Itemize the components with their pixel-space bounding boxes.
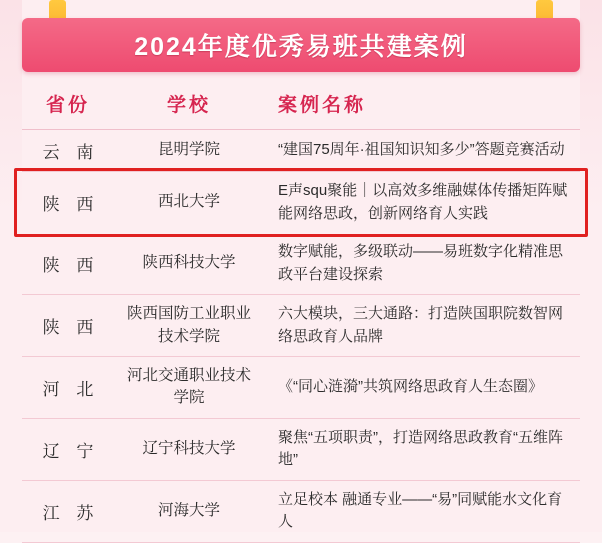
table-row xyxy=(22,357,580,419)
cell-school: 辽宁科技大学 xyxy=(114,418,264,480)
cell-case: 聚焦“五项职责”，打造网络思政教育“五维阵地” xyxy=(264,418,580,480)
cell-school: 昆明学院 xyxy=(114,130,264,172)
column-header-case: 案例名称 xyxy=(264,80,580,130)
cell-province: 陕 西 xyxy=(22,295,114,357)
table-row xyxy=(22,480,580,542)
page-title: 2024年度优秀易班共建案例 xyxy=(134,33,468,61)
banner-area xyxy=(22,0,580,72)
cell-school: 河北交通职业技术学院 xyxy=(114,357,264,419)
table-header xyxy=(22,80,580,130)
table-header-row xyxy=(22,80,580,130)
table-row xyxy=(22,233,580,295)
table-row xyxy=(22,295,580,357)
cell-case: 《“同心涟漪”共筑网络思政育人生态圈》 xyxy=(264,357,580,419)
column-header-province: 省份 xyxy=(22,80,114,130)
cell-case: E声squ聚能｜以高效多维融媒体传播矩阵赋能网络思政，创新网络育人实践 xyxy=(278,182,568,222)
cell-school: 陕西国防工业职业技术学院 xyxy=(114,295,264,357)
cell-province: 江 苏 xyxy=(22,480,114,542)
cell-case: 六大模块，三大通路：打造陕国职院数智网络思政育人品牌 xyxy=(264,295,580,357)
table-row xyxy=(22,130,580,172)
cell-school: 河海大学 xyxy=(114,480,264,542)
cell-province: 陕 西 xyxy=(42,195,100,214)
title-banner xyxy=(22,18,580,72)
table-body xyxy=(22,130,580,543)
cell-case: 数字赋能，多级联动——易班数字化精准思政平台建设探索 xyxy=(264,233,580,295)
cell-province: 陕 西 xyxy=(22,233,114,295)
cell-province: 河 北 xyxy=(22,357,114,419)
decorative-right-edge xyxy=(580,0,602,532)
cell-province: 辽 宁 xyxy=(22,418,114,480)
column-header-school: 学校 xyxy=(114,80,264,130)
cell-case: 立足校本 融通专业——“易”同赋能水文化育人 xyxy=(264,480,580,542)
decorative-left-edge xyxy=(0,0,22,532)
cell-school: 陕西科技大学 xyxy=(114,233,264,295)
cell-school: 西北大学 xyxy=(157,193,220,211)
cell-province: 云 南 xyxy=(22,130,114,172)
cell-case: “建国75周年·祖国知识知多少”答题竞赛活动 xyxy=(264,130,580,172)
cases-table xyxy=(22,80,580,543)
table-row-highlighted xyxy=(22,172,580,234)
table-row xyxy=(22,418,580,480)
